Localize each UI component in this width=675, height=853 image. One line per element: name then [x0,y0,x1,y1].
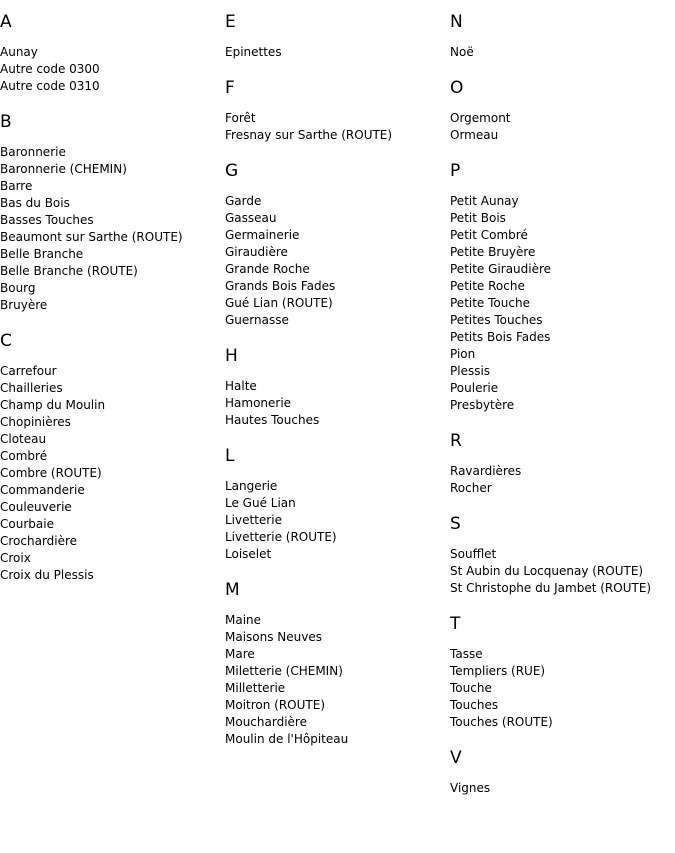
place-name-link[interactable]: Petite Giraudière [450,262,552,276]
place-name-link[interactable]: Vignes [450,781,491,795]
letter-section [0,331,225,584]
place-name-link[interactable]: Orgemont [450,111,511,125]
place-name-link[interactable]: Livetterie (ROUTE) [225,530,337,544]
place-name-link[interactable]: Miletterie (CHEMIN) [225,664,343,678]
place-name-link[interactable]: Soufflet [450,547,497,561]
place-list [225,612,450,748]
place-name-link[interactable]: St Christophe du Jambet (ROUTE) [450,581,652,595]
place-name-link[interactable]: Crochardière [0,534,78,548]
place-name-link[interactable]: Autre code 0300 [0,62,100,76]
letter-section [225,346,450,429]
section-letter-heading: P [450,161,461,181]
section-letter-heading: M [225,580,240,600]
place-name-link[interactable]: Halte [225,379,257,393]
place-name-link[interactable]: Tasse [450,647,483,661]
place-name-link[interactable]: Petits Bois Fades [450,330,551,344]
place-name-link[interactable]: Bourg [0,281,36,295]
place-name-link[interactable]: Germainerie [225,228,300,242]
place-name-link[interactable]: Petit Aunay [450,194,519,208]
place-name-link[interactable]: Croix du Plessis [0,568,94,582]
place-name-link[interactable]: Presbytère [450,398,515,412]
place-name-link[interactable]: Langerie [225,479,278,493]
place-name-link[interactable]: Commanderie [0,483,85,497]
letter-section [225,446,450,563]
letter-section [225,12,450,61]
place-list [0,363,225,584]
place-name-link[interactable]: Touches [450,698,499,712]
place-name-link[interactable]: Chailleries [0,381,63,395]
place-name-link[interactable]: Milletterie [225,681,286,695]
place-name-link[interactable]: Petite Touche [450,296,530,310]
place-name-link[interactable]: Gasseau [225,211,277,225]
section-letter-heading: R [450,431,462,451]
place-list [450,780,675,797]
place-name-link[interactable]: Noë [450,45,474,59]
place-name-link[interactable]: Petit Combré [450,228,528,242]
place-name-link[interactable]: Belle Branche (ROUTE) [0,264,138,278]
place-name-link[interactable]: Guernasse [225,313,289,327]
letter-section [450,12,675,61]
place-name-link[interactable]: Champ du Moulin [0,398,106,412]
place-name-link[interactable]: Bruyère [0,298,48,312]
place-name-link[interactable]: Maisons Neuves [225,630,323,644]
letter-section [225,78,450,144]
section-letter-heading: L [225,446,235,466]
place-name-link[interactable]: Couleuverie [0,500,72,514]
place-name-link[interactable]: Mouchardière [225,715,307,729]
place-name-link[interactable]: Touches (ROUTE) [450,715,553,729]
place-list [450,463,675,497]
place-name-link[interactable]: Templiers (RUE) [450,664,546,678]
section-letter-heading: G [225,161,239,181]
place-name-link[interactable]: Fresnay sur Sarthe (ROUTE) [225,128,393,142]
place-list [450,110,675,144]
place-name-link[interactable]: Loiselet [225,547,272,561]
place-name-link[interactable]: Autre code 0310 [0,79,100,93]
place-name-link[interactable]: Aunay [0,45,38,59]
place-name-link[interactable]: Petite Bruyère [450,245,536,259]
place-name-link[interactable]: Belle Branche [0,247,84,261]
place-name-link[interactable]: Beaumont sur Sarthe (ROUTE) [0,230,183,244]
place-name-link[interactable]: Petite Roche [450,279,525,293]
place-list [225,378,450,429]
section-letter-heading: E [225,12,236,32]
place-name-link[interactable]: Carrefour [0,364,57,378]
section-letter-heading: H [225,346,238,366]
letter-section [450,514,675,597]
section-letter-heading: B [0,112,12,132]
letter-section [450,161,675,414]
place-name-link[interactable]: Garde [225,194,262,208]
letter-section [225,161,450,329]
place-list [225,44,450,61]
place-name-link[interactable]: Grands Bois Fades [225,279,336,293]
index-column-1 [0,0,225,584]
place-name-link[interactable]: Hautes Touches [225,413,320,427]
place-name-link[interactable]: Petit Bois [450,211,506,225]
place-name-link[interactable]: Livetterie [225,513,282,527]
place-list [0,144,225,314]
index-column-3 [450,0,675,797]
place-name-link[interactable]: Epinettes [225,45,282,59]
place-name-link[interactable]: Combré [0,449,48,463]
letter-section [0,112,225,314]
place-name-link[interactable]: Chopinières [0,415,71,429]
place-name-link[interactable]: Croix [0,551,31,565]
place-name-link[interactable]: Mare [225,647,255,661]
letter-section [450,431,675,497]
index-column-2 [225,0,450,748]
section-letter-heading: O [450,78,464,98]
place-list [450,193,675,414]
place-name-link[interactable]: Giraudière [225,245,288,259]
place-name-link[interactable]: Touche [450,681,492,695]
place-name-link[interactable]: Hamonerie [225,396,292,410]
place-name-link[interactable]: Plessis [450,364,491,378]
section-letter-heading: T [450,614,461,634]
place-list [450,646,675,731]
section-letter-heading: V [450,748,462,768]
place-name-link[interactable]: Cloteau [0,432,47,446]
place-name-link[interactable]: Forêt [225,111,256,125]
section-letter-heading: S [450,514,461,534]
place-name-link[interactable]: Barre [0,179,33,193]
section-letter-heading: F [225,78,235,98]
place-list [0,44,225,95]
place-name-link[interactable]: Moitron (ROUTE) [225,698,326,712]
place-list [225,110,450,144]
place-list [450,44,675,61]
place-name-link[interactable]: Ormeau [450,128,499,142]
place-name-link[interactable]: Courbaie [0,517,54,531]
place-name-link[interactable]: Baronnerie (CHEMIN) [0,162,127,176]
place-name-link[interactable]: Grande Roche [225,262,310,276]
place-name-link[interactable]: Ravardières [450,464,522,478]
letter-section [450,614,675,731]
place-name-link[interactable]: St Aubin du Locquenay (ROUTE) [450,564,644,578]
place-name-link[interactable]: Moulin de l'Hôpiteau [225,732,349,746]
letter-section [450,78,675,144]
place-list [225,478,450,563]
section-letter-heading: C [0,331,12,351]
section-letter-heading: N [450,12,463,32]
place-name-link[interactable]: Rocher [450,481,492,495]
letter-section [225,580,450,748]
place-name-link[interactable]: Le Gué Lian [225,496,296,510]
place-name-link[interactable]: Baronnerie [0,145,66,159]
place-name-link[interactable]: Gué Lian (ROUTE) [225,296,333,310]
letter-section [450,748,675,797]
place-name-link[interactable]: Poulerie [450,381,499,395]
place-name-link[interactable]: Maine [225,613,262,627]
place-name-link[interactable]: Bas du Bois [0,196,70,210]
section-letter-heading: A [0,12,12,32]
place-name-link[interactable]: Combre (ROUTE) [0,466,102,480]
place-name-link[interactable]: Petites Touches [450,313,543,327]
place-name-link[interactable]: Basses Touches [0,213,94,227]
place-name-link[interactable]: Pion [450,347,476,361]
letter-section [0,12,225,95]
place-list [225,193,450,329]
place-list [450,546,675,597]
